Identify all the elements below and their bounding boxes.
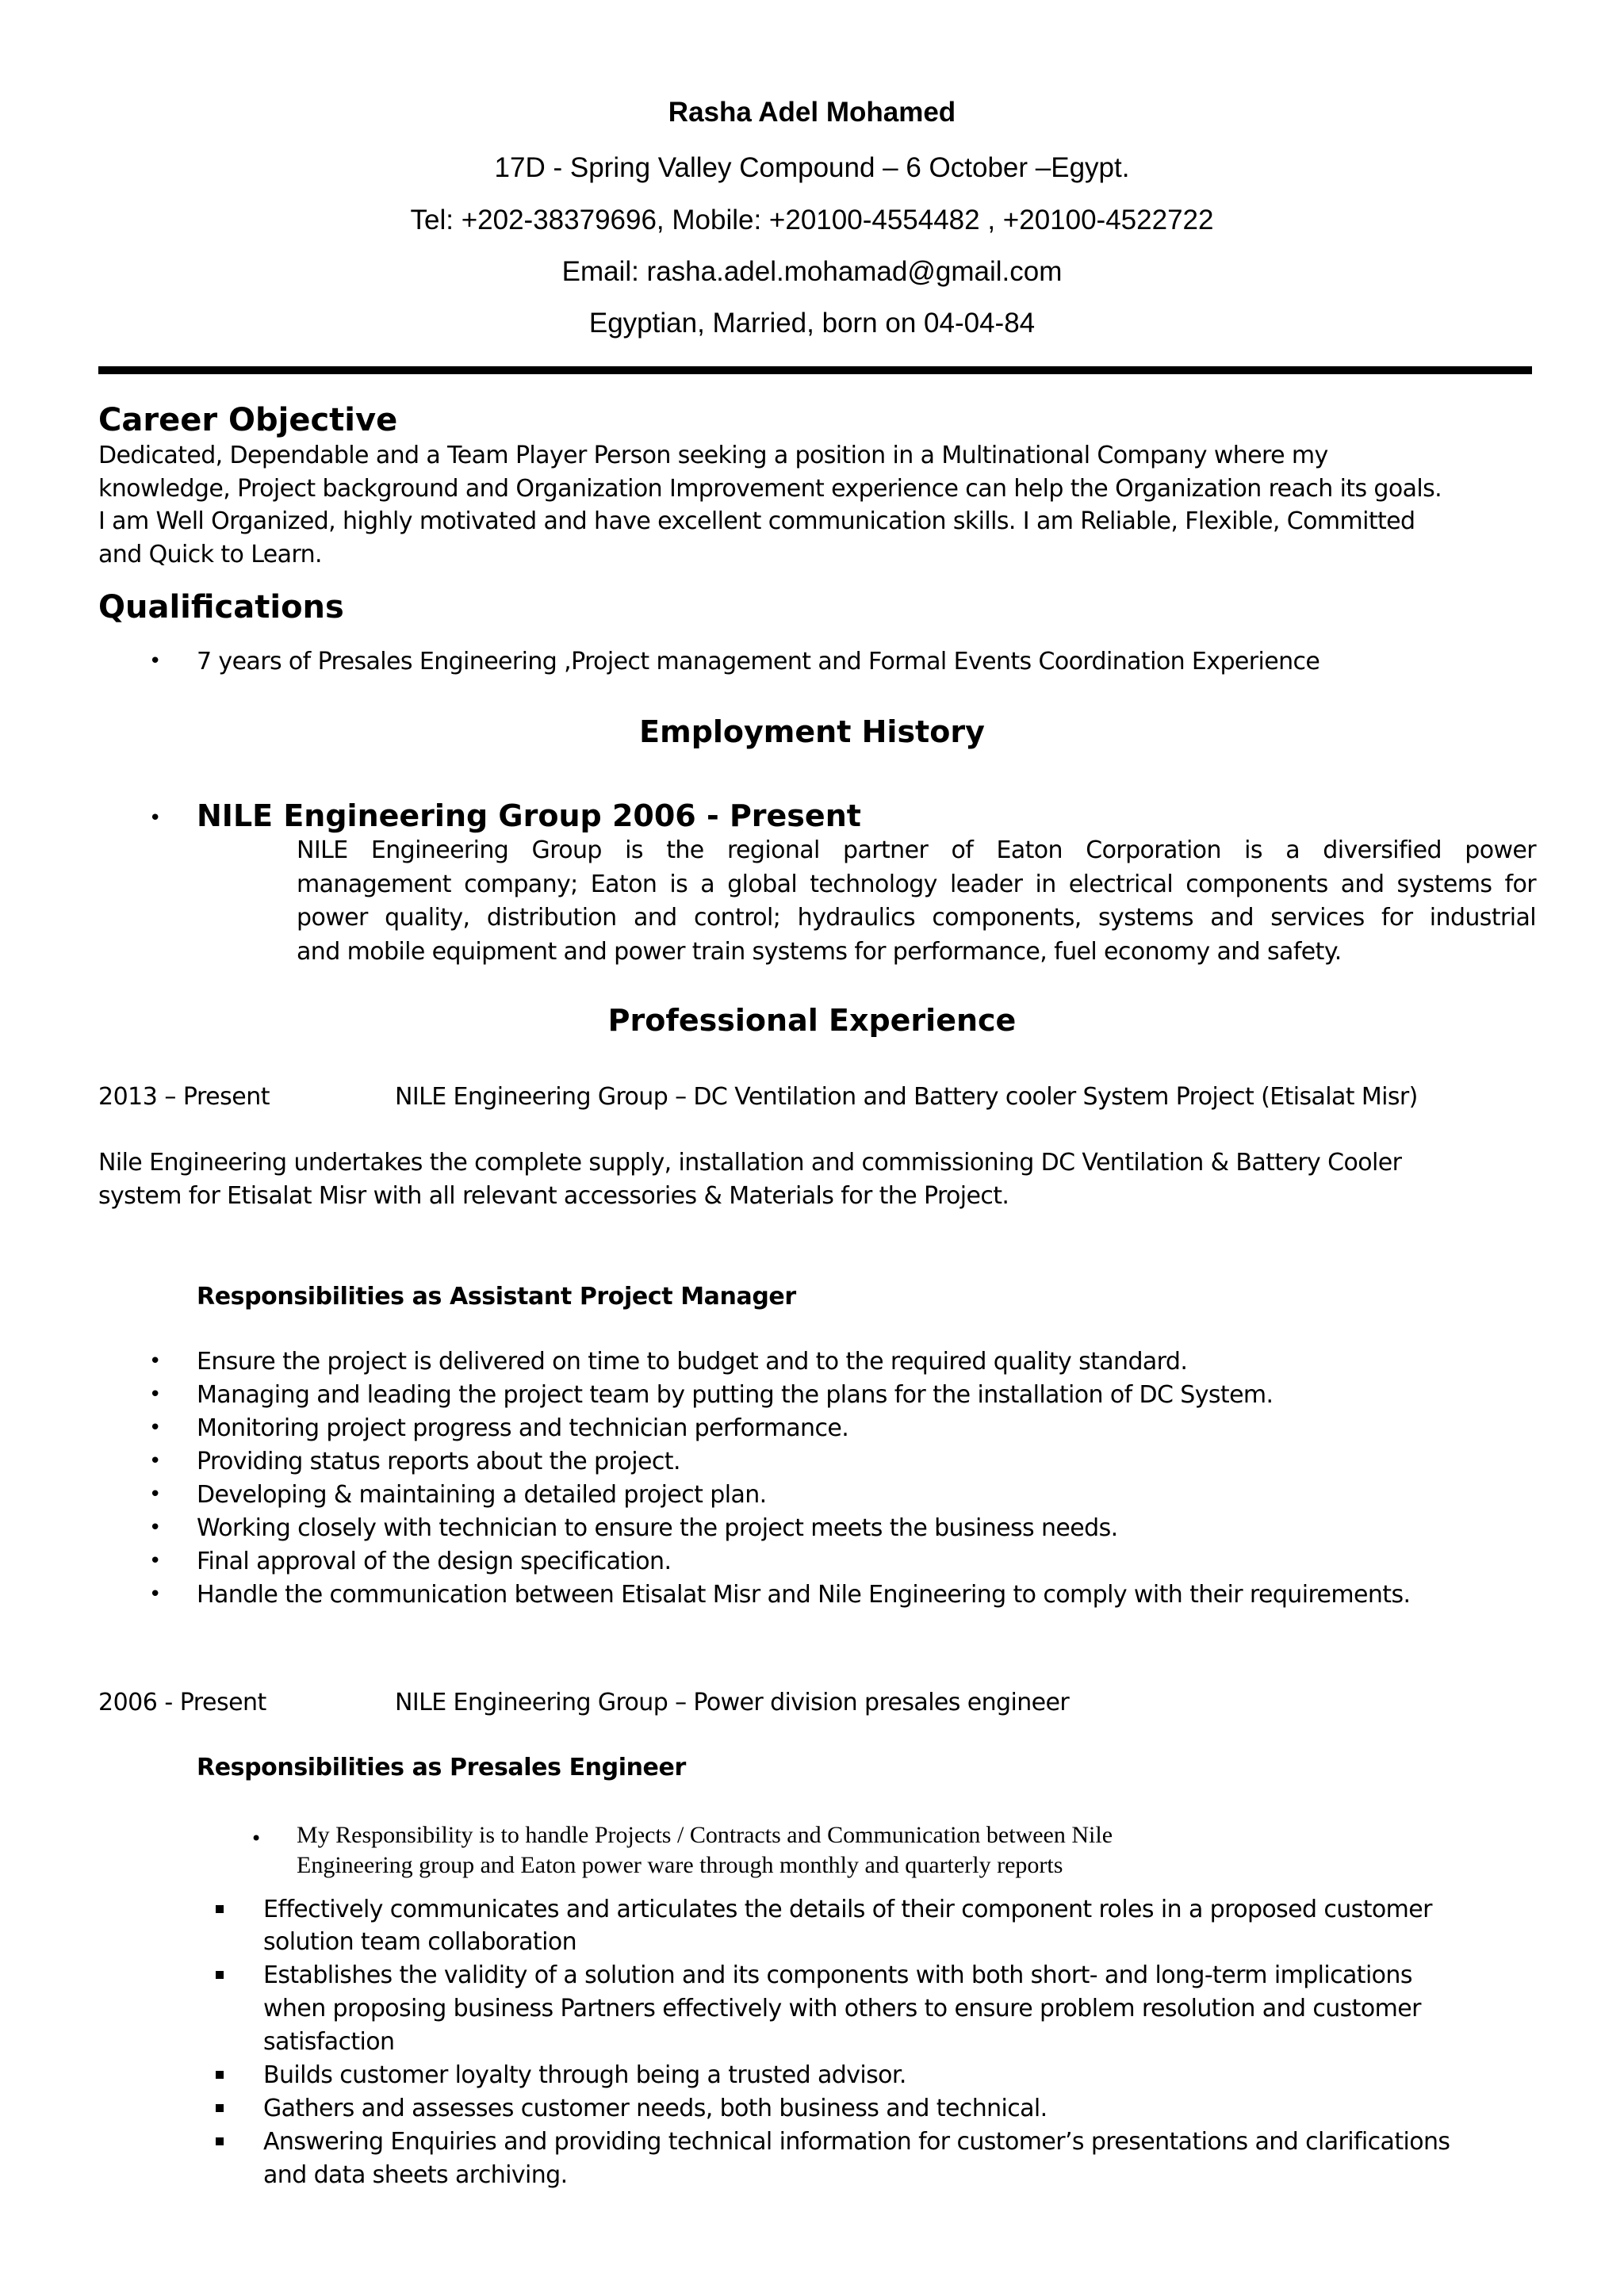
professional-experience-heading: Professional Experience [607,1003,1017,1038]
job-summary [98,1146,1534,1212]
text-line: Engineering group and Eaton power ware through monthly and quarterly reports [297,1852,1063,1878]
career-objective-heading: Career Objective [98,402,398,438]
bullet-icon: • [149,1582,162,1606]
bullet-icon: • [149,1416,162,1440]
bullet-icon: • [149,1549,162,1573]
text-line: system for Etisalat Misr with all relevant accessories & Materials for the Project. [98,1181,1009,1210]
job-dates: 2006 - Present [98,1689,266,1716]
bullet-icon: • [149,1516,162,1540]
personal-info-line: Egyptian, Married, born on 04-04-84 [588,308,1036,339]
list-item: • Ensure the project is delivered on time to budget and to the required quality standard. [0,1345,1624,1379]
employer-description [297,834,1536,969]
text-line: Builds customer loyalty through being a trusted advisor. [263,2061,906,2089]
text-line: management company; Eaton is a global technology leader in electrical components and systems for [297,870,1536,898]
bullet-icon: • [149,1483,162,1506]
job-title: NILE Engineering Group – Power division presales engineer [395,1689,1070,1716]
bullet-icon: • [149,806,162,830]
square-bullet-icon [216,2137,224,2145]
text-line: NILE Engineering Group is the regional partner of Eaton Corporation is a diversified power [297,836,1536,864]
employer-heading: NILE Engineering Group 2006 - Present [197,798,861,833]
text-line: satisfaction [263,2028,395,2056]
square-bullet-icon [216,2071,224,2079]
candidate-name: Rasha Adel Mohamed [668,97,956,128]
text-line: Nile Engineering undertakes the complete supply, installation and commissioning DC Ventilation & Battery Cooler [98,1149,1402,1177]
text-line: Gathers and assesses customer needs, both business and technical. [263,2095,1048,2122]
header-divider [98,366,1532,374]
email-line: Email: rasha.adel.mohamad@gmail.com [561,256,1063,287]
job-title: NILE Engineering Group – DC Ventilation and Battery cooler System Project (Etisalat Misr) [395,1083,1418,1111]
text-line: Dedicated, Dependable and a Team Player Person seeking a position in a Multinational Company where my [98,442,1328,469]
employment-history-heading: Employment History [639,714,985,749]
list-item: • Handle the communication between Etisalat Misr and Nile Engineering to comply with their requirements. [0,1578,1624,1612]
career-objective-text [98,439,1534,571]
text-line: and mobile equipment and power train systems for performance, fuel economy and safety. [297,937,1342,966]
responsibilities-heading: Responsibilities as Assistant Project Manager [197,1283,796,1311]
list-item: • Final approval of the design specification. [0,1545,1624,1578]
bullet-icon: • [149,1349,162,1373]
text-line: and Quick to Learn. [98,540,322,568]
text-line: knowledge, Project background and Organization Improvement experience can help the Organization reach its goals. [98,474,1442,503]
bullet-icon: • [149,1449,162,1473]
list-item: • Providing status reports about the project. [0,1445,1624,1479]
text-line: and data sheets archiving. [263,2161,568,2189]
list-item: • 7 years of Presales Engineering ,Project management and Formal Events Coordination Experience [0,645,1624,679]
responsibilities-heading: Responsibilities as Presales Engineer [197,1754,686,1781]
list-item: • Monitoring project progress and technician performance. [0,1412,1624,1445]
text-line: Answering Enquiries and providing technical information for customer’s presentations and clarifications [263,2128,1450,2156]
square-bullet-icon [216,1971,224,1979]
job-dates: 2013 – Present [98,1083,270,1111]
text-line: power quality, distribution and control; hydraulics components, systems and services for industrial [297,904,1536,932]
text-line: I am Well Organized, highly motivated and have excellent communication skills. I am Reliable, Flexible, Committed [98,507,1415,535]
qualifications-heading: Qualifications [98,589,344,626]
text-line: when proposing business Partners effectively with others to ensure problem resolution and customer [263,1995,1421,2022]
text-line: My Responsibility is to handle Projects / Contracts and Communication between Nile [297,1822,1113,1848]
square-bullet-icon [216,2104,224,2112]
bullet-icon: • [149,1383,162,1406]
phone-line: Tel: +202-38379696, Mobile: +20100-4554482 , +20100-4522722 [410,205,1214,235]
list-item: • Managing and leading the project team by putting the plans for the installation of DC System. [0,1379,1624,1412]
address-line: 17D - Spring Valley Compound – 6 October –Egypt. [494,152,1130,183]
text-line: Establishes the validity of a solution and its components with both short- and long-term implications [263,1961,1412,1989]
text-line: solution team collaboration [263,1928,576,1956]
bullet-icon: • [251,1827,262,1850]
list-item: • Working closely with technician to ensure the project meets the business needs. [0,1512,1624,1545]
bullet-icon: • [149,649,162,673]
list-item: • Developing & maintaining a detailed project plan. [0,1479,1624,1512]
square-bullet-icon [216,1905,224,1913]
text-line: Effectively communicates and articulates the details of their component roles in a proposed customer [263,1896,1432,1923]
